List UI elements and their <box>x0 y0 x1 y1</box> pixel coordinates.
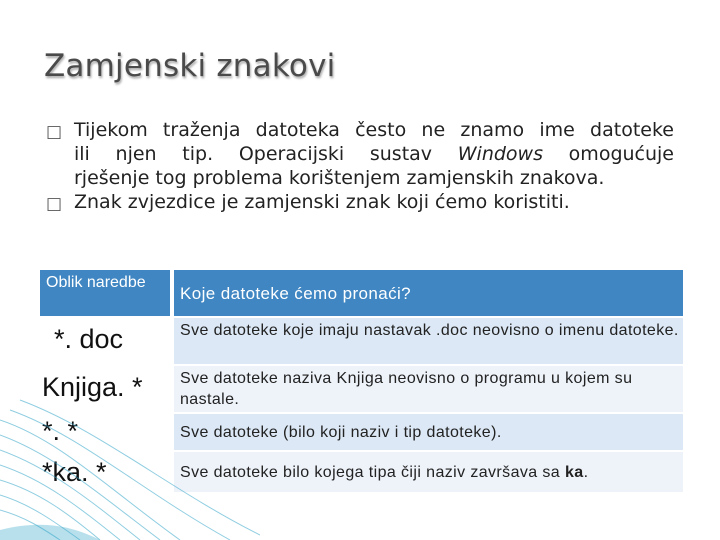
table-row <box>40 318 683 364</box>
bullet-line: Znak zvjezdice je zamjenski znak koji ćemo koristiti. <box>74 191 570 213</box>
description-cell: Sve datoteke (bilo koji naziv i tip datoteke). <box>174 414 683 450</box>
bullet-line: ili njen tip. Operacijski sustav Windows omogućuje <box>74 143 675 165</box>
command-cell: *. * <box>40 414 170 450</box>
bullet-box-icon: □ <box>46 122 63 142</box>
wildcard-table <box>40 270 683 492</box>
header-command-form: Oblik naredbe <box>40 270 170 316</box>
description-cell: Sve datoteke bilo kojega tipa čiji naziv završava sa ka. <box>174 452 683 492</box>
command-cell: Knjiga. * <box>40 366 170 412</box>
description-cell: Sve datoteke koje imaju nastavak .doc neovisno o imenu datoteke. <box>174 318 683 364</box>
table-row <box>40 366 683 412</box>
header-files-found: Koje datoteke ćemo pronaći? <box>174 270 683 316</box>
bullet-list <box>46 118 675 214</box>
command-cell: *. doc <box>40 318 170 364</box>
bullet-line: rješenje tog problema korištenjem zamjenskih znakova. <box>74 167 605 189</box>
table-row <box>40 452 683 492</box>
table-header-row <box>40 270 683 316</box>
command-cell: *ka. * <box>40 452 170 492</box>
table-row <box>40 414 683 450</box>
slide-title: Zamjenski znakovi <box>44 48 336 84</box>
bullet-item <box>46 118 675 190</box>
bullet-item <box>46 190 674 214</box>
description-cell: Sve datoteke naziva Knjiga neovisno o programu u kojem su nastale. <box>174 366 683 412</box>
bullet-line: Tijekom traženja datoteka često ne znamo ime datoteke <box>74 119 674 141</box>
bullet-box-icon: □ <box>46 194 63 214</box>
